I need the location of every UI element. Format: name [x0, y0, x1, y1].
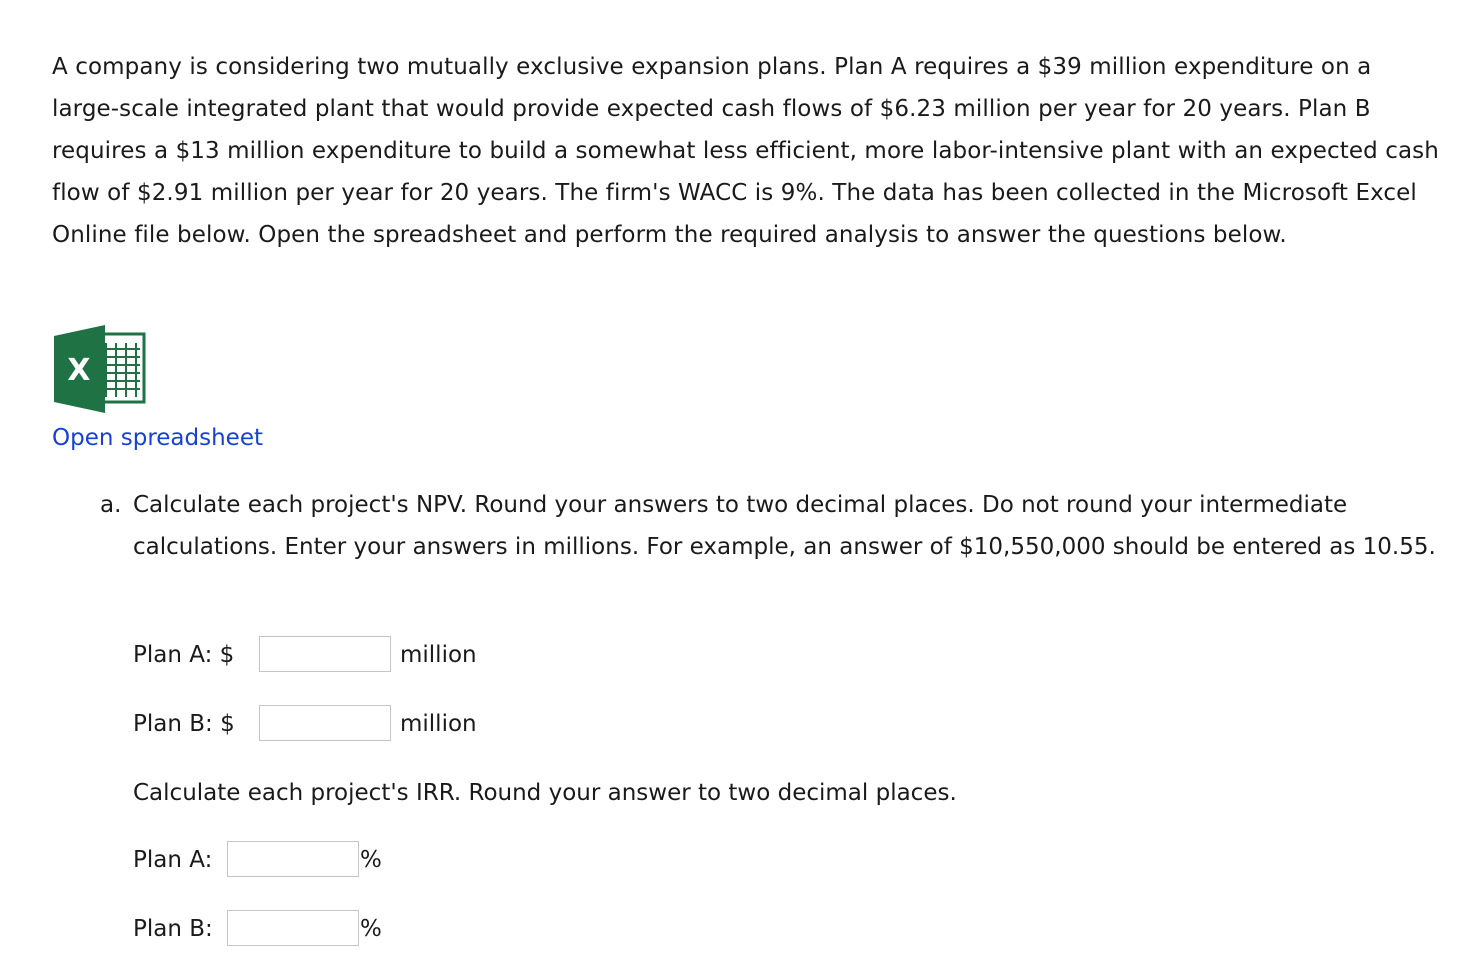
npv-plan-a-input[interactable]	[259, 636, 391, 672]
npv-plan-a-label: Plan A: $	[133, 642, 235, 668]
problem-statement: A company is considering two mutually exclusive expansion plans. Plan A requires a $39 million expenditure on a large-scale integrated plant that would provide expected cash flows of $6.23 million per year for 20 years. Plan B requires a $13 million expenditure to build a somewhat less efficient, more labor-intensive plant with an expected cash flow of $2.91 million per year for 20 years. The firm's WACC is 9%. The data has been collected in the Microsoft Excel Online file below. Open the spreadsheet and perform the required analysis to answer the questions below.	[52, 54, 1439, 248]
npv-plan-b-input[interactable]	[259, 705, 391, 741]
irr-plan-b-unit: %	[360, 916, 382, 942]
npv-plan-b-label: Plan B: $	[133, 711, 235, 737]
irr-plan-a-input[interactable]	[227, 841, 359, 877]
npv-plan-b-unit: million	[400, 711, 477, 737]
question-a-marker: a.	[100, 492, 122, 518]
excel-x-glyph: X	[67, 353, 91, 388]
irr-plan-b-input[interactable]	[227, 910, 359, 946]
excel-icon[interactable]	[54, 325, 146, 413]
open-spreadsheet-link[interactable]: Open spreadsheet	[52, 425, 263, 451]
npv-plan-a-unit: million	[400, 642, 477, 668]
irr-plan-b-label: Plan B:	[133, 916, 213, 942]
irr-plan-a-unit: %	[360, 847, 382, 873]
irr-question-text: Calculate each project's IRR. Round your answer to two decimal places.	[133, 780, 957, 806]
question-a-text: Calculate each project's NPV. Round your answers to two decimal places. Do not round your intermediate calculations. Enter your answers in millions. For example, an answer of $10,550,000 should be entered as 10.55.	[133, 492, 1436, 560]
irr-plan-a-label: Plan A:	[133, 847, 213, 873]
question-a	[100, 484, 1440, 568]
